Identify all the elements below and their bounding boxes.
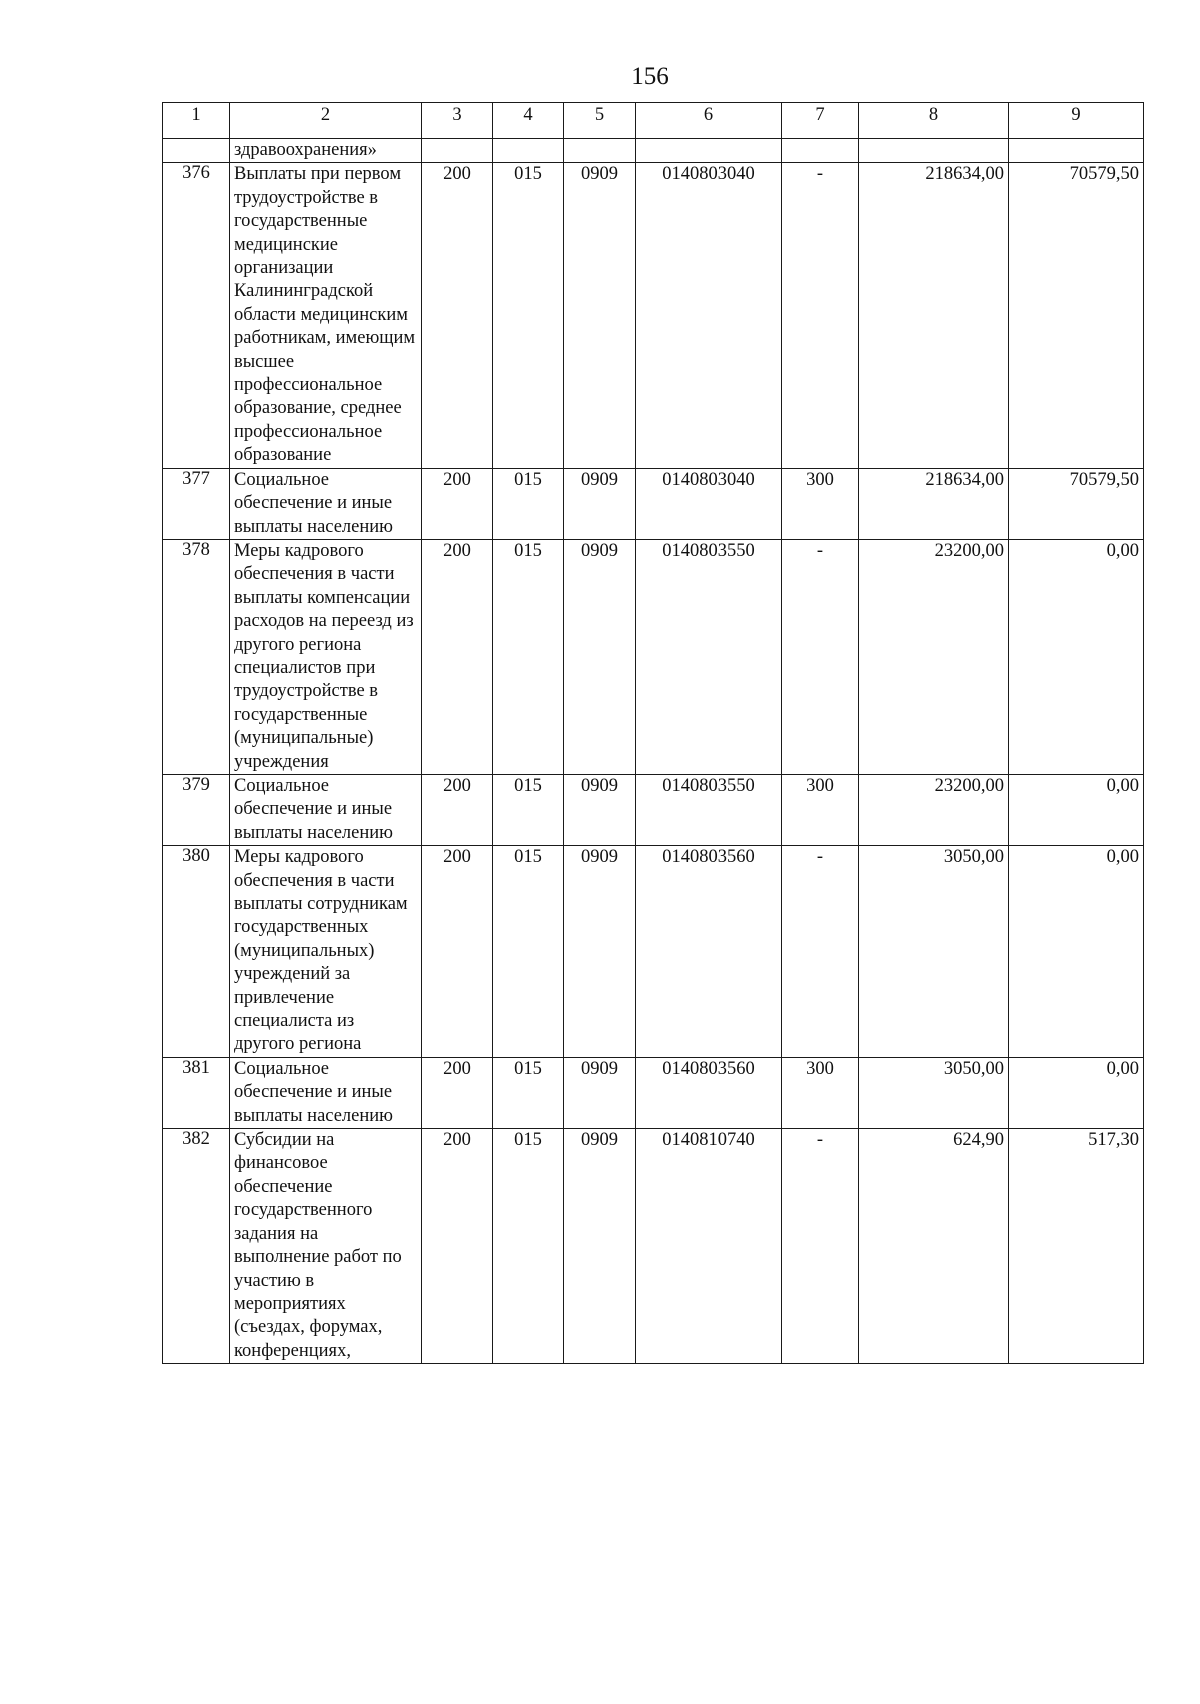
row-name: Меры кадрового обеспечения в части выплаты компенсации расходов на переезд из другого региона специалистов при трудоустройстве в государственные (муниципальные) учреждения: [230, 539, 422, 774]
cell-col5: 0909: [564, 1129, 636, 1364]
cell-col5: 0909: [564, 846, 636, 1058]
cell-col3: 200: [422, 163, 493, 468]
cell-col8: 3050,00: [859, 1057, 1009, 1128]
cell-col6: 0140803550: [636, 539, 782, 774]
cell-col9: 70579,50: [1009, 163, 1144, 468]
row-number: 382: [163, 1129, 230, 1364]
row-name: Субсидии на финансовое обеспечение государственного задания на выполнение работ по участию в мероприятиях (съездах, форумах, конференциях,: [230, 1129, 422, 1364]
row-number: 376: [163, 163, 230, 468]
column-header: 3: [422, 103, 493, 139]
row-number: 381: [163, 1057, 230, 1128]
row-number: 380: [163, 846, 230, 1058]
empty-cell: [782, 139, 859, 163]
table-header-row: [163, 103, 1144, 139]
cell-col7: -: [782, 1129, 859, 1364]
cell-col6: 0140803560: [636, 846, 782, 1058]
column-header: 2: [230, 103, 422, 139]
column-header: 4: [493, 103, 564, 139]
table-row: [163, 1129, 1144, 1364]
cell-col9: 517,30: [1009, 1129, 1144, 1364]
cell-col5: 0909: [564, 163, 636, 468]
cell-col4: 015: [493, 846, 564, 1058]
row-name: Выплаты при первом трудоустройстве в государственные медицинские организации Калининградской области медицинским работникам, имеющим высшее профессиональное образование, среднее профессиональное образование: [230, 163, 422, 468]
cell-col6: 0140803040: [636, 163, 782, 468]
cell-col3: 200: [422, 539, 493, 774]
cell-col8: 23200,00: [859, 774, 1009, 845]
cell-col4: 015: [493, 1057, 564, 1128]
row-number: 379: [163, 774, 230, 845]
cell-col3: 200: [422, 468, 493, 539]
column-header: 6: [636, 103, 782, 139]
cell-col7: -: [782, 846, 859, 1058]
cell-col5: 0909: [564, 1057, 636, 1128]
continuation-text: здравоохранения»: [230, 139, 422, 163]
cell-col9: 0,00: [1009, 846, 1144, 1058]
page-number: 156: [631, 63, 669, 90]
column-header: 9: [1009, 103, 1144, 139]
cell-col5: 0909: [564, 539, 636, 774]
cell-col7: -: [782, 539, 859, 774]
table-row: [163, 539, 1144, 774]
row-name: Социальное обеспечение и иные выплаты населению: [230, 774, 422, 845]
cell-col6: 0140803550: [636, 774, 782, 845]
cell-col4: 015: [493, 468, 564, 539]
cell-col8: 3050,00: [859, 846, 1009, 1058]
cell-col3: 200: [422, 846, 493, 1058]
cell-col8: 624,90: [859, 1129, 1009, 1364]
empty-cell: [636, 139, 782, 163]
cell-col6: 0140803040: [636, 468, 782, 539]
table-row: [163, 163, 1144, 468]
cell-col8: 218634,00: [859, 468, 1009, 539]
empty-cell: [1009, 139, 1144, 163]
cell-col4: 015: [493, 1129, 564, 1364]
cell-col7: 300: [782, 1057, 859, 1128]
row-name: Меры кадрового обеспечения в части выплаты сотрудникам государственных (муниципальных) учреждений за привлечение специалиста из другого региона: [230, 846, 422, 1058]
cell-col7: 300: [782, 774, 859, 845]
column-header: 5: [564, 103, 636, 139]
cell-col7: -: [782, 163, 859, 468]
empty-cell: [422, 139, 493, 163]
cell-col8: 23200,00: [859, 539, 1009, 774]
cell-col5: 0909: [564, 774, 636, 845]
cell-col9: 70579,50: [1009, 468, 1144, 539]
cell-col3: 200: [422, 1129, 493, 1364]
row-number: 378: [163, 539, 230, 774]
column-header: 8: [859, 103, 1009, 139]
table-row: [163, 468, 1144, 539]
column-header: 1: [163, 103, 230, 139]
empty-cell: [163, 139, 230, 163]
cell-col8: 218634,00: [859, 163, 1009, 468]
row-name: Социальное обеспечение и иные выплаты населению: [230, 1057, 422, 1128]
cell-col6: 0140803560: [636, 1057, 782, 1128]
row-name: Социальное обеспечение и иные выплаты населению: [230, 468, 422, 539]
cell-col6: 0140810740: [636, 1129, 782, 1364]
row-number: 377: [163, 468, 230, 539]
cell-col4: 015: [493, 539, 564, 774]
cell-col7: 300: [782, 468, 859, 539]
empty-cell: [564, 139, 636, 163]
table-row: [163, 774, 1144, 845]
cell-col3: 200: [422, 774, 493, 845]
table-row: [163, 1057, 1144, 1128]
cell-col3: 200: [422, 1057, 493, 1128]
cell-col9: 0,00: [1009, 774, 1144, 845]
empty-cell: [859, 139, 1009, 163]
cell-col5: 0909: [564, 468, 636, 539]
cell-col9: 0,00: [1009, 1057, 1144, 1128]
continuation-row: [163, 139, 1144, 163]
cell-col4: 015: [493, 163, 564, 468]
cell-col4: 015: [493, 774, 564, 845]
empty-cell: [493, 139, 564, 163]
cell-col9: 0,00: [1009, 539, 1144, 774]
budget-table: [162, 102, 1144, 1364]
column-header: 7: [782, 103, 859, 139]
table-row: [163, 846, 1144, 1058]
